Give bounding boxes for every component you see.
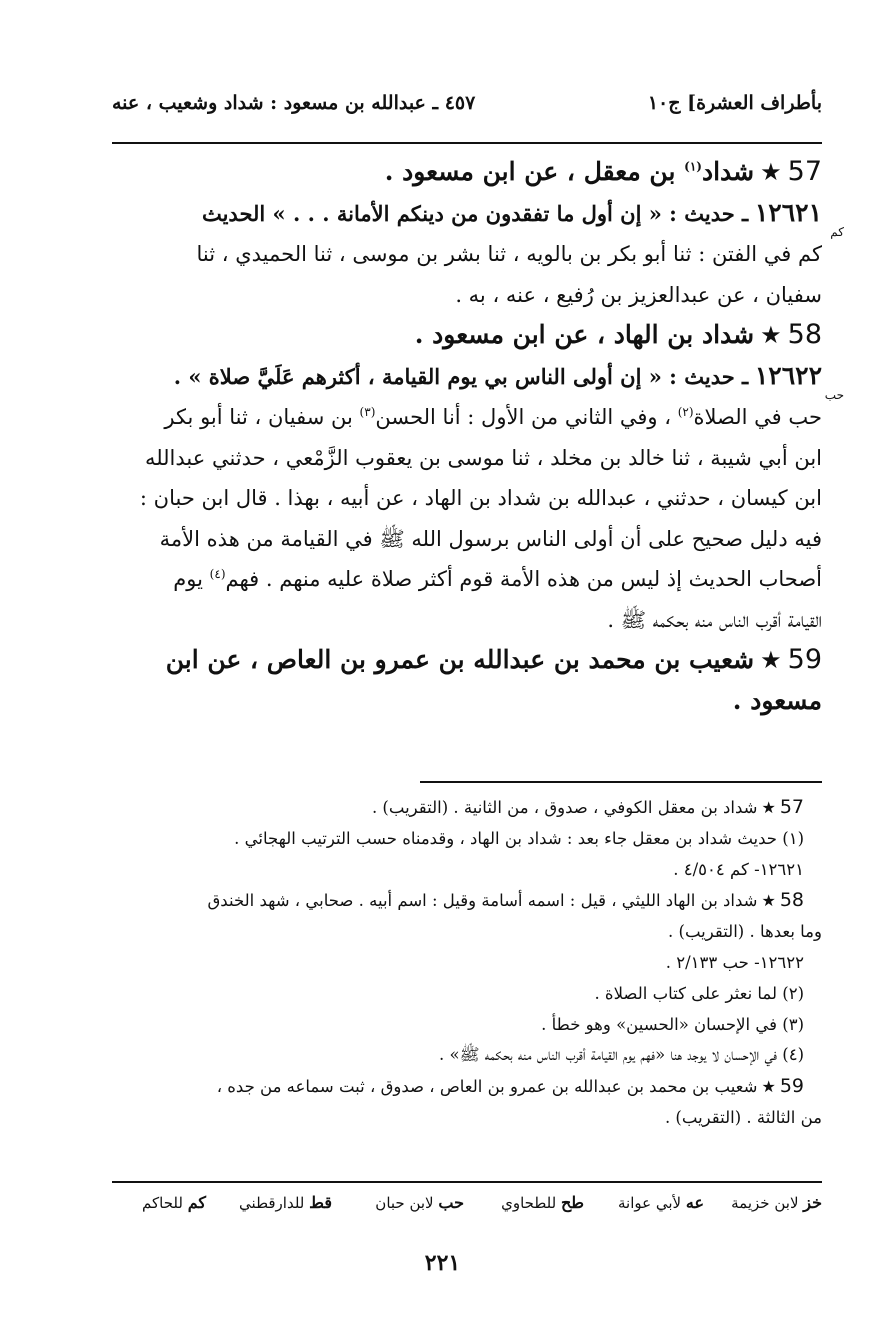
entry-59-line-2: مسعود . <box>732 685 822 715</box>
page-number: ٢٢١ <box>424 1250 461 1276</box>
running-header <box>112 92 822 122</box>
header-rule <box>112 142 822 144</box>
star-icon: ★ <box>761 798 776 817</box>
ref-12621: ١٢٦٢١- كم ٤/٥٠٤ . <box>673 859 804 879</box>
hadith-12622-line-6: القيامة أقرب الناس منه بحكمه ﷺ . <box>607 607 822 632</box>
siglum-item: خز لابن خزيمة <box>731 1193 822 1212</box>
star-icon: ★ <box>760 646 782 674</box>
footnote-rule <box>420 781 822 783</box>
footnote-marker: (٤) <box>209 567 226 581</box>
hadith-12622-line-5: أصحاب الحديث إذ ليس من هذه الأمة قوم أكثر صلاة عليه منهم . فهم$^{(٤)}$ يوم <box>173 567 822 591</box>
margin-siglum: كم <box>830 225 844 239</box>
star-icon: ★ <box>761 891 776 911</box>
sigla-key <box>112 1193 822 1219</box>
hadith-12622-heading: ١٢٦٢٢ ـ حديث : « إن أولى الناس بي يوم القيامة ، أكثرهم عَلَيَّ صلاة » . <box>173 360 822 390</box>
header-section: ٤٥٧ ـ عبدالله بن مسعود : شداد وشعيب ، عنه <box>112 92 476 114</box>
footnote-marker: (١) <box>684 159 702 174</box>
hadith-12622-line-2: ابن أبي شيبة ، ثنا خالد بن مخلد ، ثنا موسى بن يعقوب الزَّمْعي ، حدثني عبدالله <box>144 445 822 470</box>
siglum-item: قط للدارقطني <box>239 1193 332 1212</box>
siglum-item: طح للطحاوي <box>501 1193 584 1212</box>
note-59-line-2: من الثالثة . (التقريب) . <box>664 1107 822 1127</box>
hadith-12621-line-2: سفيان ، عن عبدالعزيز بن رُفيع ، عنه ، به . <box>455 282 822 307</box>
ref-12622: ١٢٦٢٢- حب ٢/١٣٣ . <box>665 952 804 972</box>
footnote-3: (٣) في الإحسان «الحسين» وهو خطأ . <box>541 1014 804 1034</box>
entry-57: 57★شداد$^{(١)}$ بن معقل ، عن ابن مسعود . <box>384 156 822 187</box>
hadith-12622-line-3: ابن كيسان ، حدثني ، عبدالله بن شداد بن الهاد ، عن أبيه ، بهذا . قال ابن حبان : <box>139 486 822 510</box>
header-volume: بأطراف العشرة] ج١٠ <box>647 92 822 114</box>
siglum-item: عه لأبي عوانة <box>618 1193 704 1212</box>
note-57: 57★شداد بن معقل الكوفي ، صدوق ، من الثانية . (التقريب) . <box>371 796 804 818</box>
footnote-4: (٤) في الإحسان لا يوجد هنا «فهم يوم القيامة أقرب الناس منه بحكمه ﷺ» . <box>439 1045 804 1065</box>
note-59: 59★شعيب بن محمد بن عبدالله بن عمرو بن العاص ، صدوق ، ثبت سماعه من جده ، <box>216 1075 804 1098</box>
main-text <box>112 152 844 721</box>
star-icon: ★ <box>760 158 782 186</box>
hadith-12622-line-4: فيه دليل صحيح على أن أولى الناس برسول الله ﷺ في القيامة من هذه الأمة <box>159 526 822 551</box>
footnote-marker: (٣) <box>359 405 376 419</box>
sigla-rule <box>112 1181 822 1183</box>
note-58: 58★شداد بن الهاد الليثي ، قيل : اسمه أسامة وقيل : اسم أبيه . صحابي ، شهد الخندق <box>207 889 804 912</box>
entry-58: 58★شداد بن الهاد ، عن ابن مسعود . <box>414 319 822 350</box>
margin-siglum: حب <box>824 388 844 402</box>
hadith-12622-line-1: حب حب في الصلاة$^{(٢)}$ ، وفي الثاني من الأول : أنا الحسن$^{(٣)}$ بن سفيان ، ثنا أبو بكر <box>164 388 844 429</box>
siglum-item: كم للحاكم <box>142 1193 206 1212</box>
note-58-line-2: وما بعدها . (التقريب) . <box>668 922 822 942</box>
footnote-1: (١) حديث شداد بن معقل جاء بعد : شداد بن الهاد ، وقدمناه حسب الترتيب الهجائي . <box>234 828 804 848</box>
hadith-12621-heading: ١٢٦٢١ ـ حديث : « إن أول ما تفقدون من دينكم الأمانة . . . » الحديث <box>201 197 822 227</box>
entry-59: 59★شعيب بن محمد بن عبدالله بن عمرو بن العاص ، عن ابن <box>165 644 822 675</box>
footnote-2: (٢) لما نعثر على كتاب الصلاة . <box>594 983 804 1003</box>
footnotes <box>112 792 822 1134</box>
star-icon: ★ <box>761 1077 776 1097</box>
hadith-12621-line-1: كم كم في الفتن : ثنا أبو بكر بن بالويه ، ثنا بشر بن موسى ، ثنا الحميدي ، ثنا <box>196 225 844 266</box>
siglum-item: حب لابن حبان <box>375 1193 464 1212</box>
star-icon: ★ <box>760 321 782 349</box>
footnote-marker: (٢) <box>677 405 694 419</box>
